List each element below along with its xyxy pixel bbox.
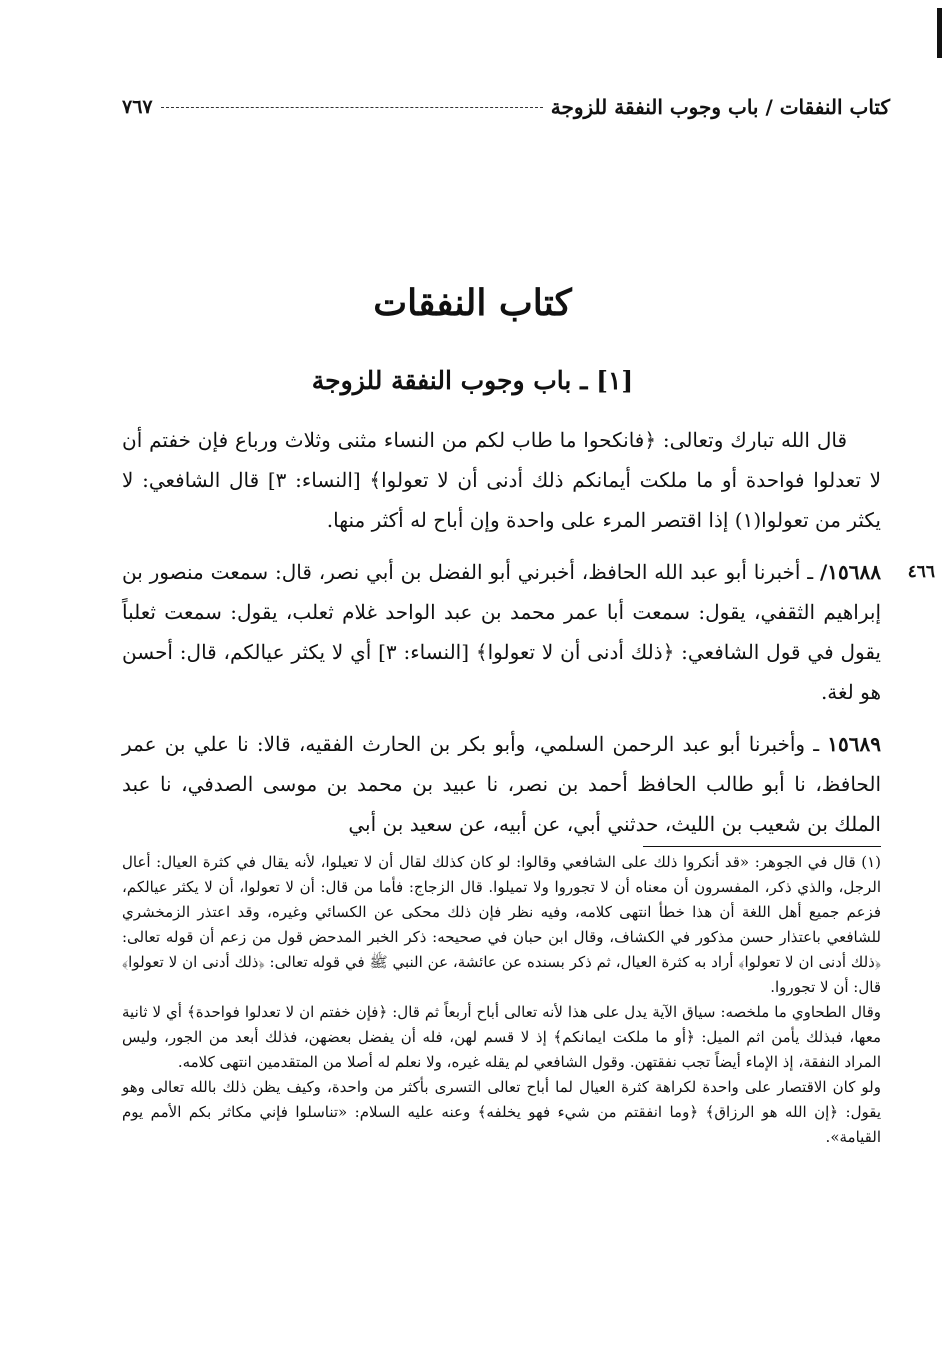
intro-paragraph: قال الله تبارك وتعالى: ﴿فانكحوا ما طاب لكم من النساء مثنى وثلاث ورباع فإن خفتم أن لا تعدلوا فواحدة أو ما ملكت أيمانكم ذلك أدنى أن لا تعولوا﴾ [النساء: ٣] قال الشافعي: لا يكثر من تعولوا(١) إذا اقتصر المرء على واحدة وإن أباح له أكثر منها.	[122, 428, 882, 532]
running-title: كتاب النفقات / باب وجوب النفقة للزوجة	[550, 95, 890, 119]
hadith-text: ـ أخبرنا أبو عبد الله الحافظ، أخبرني أبو الفضل بن أبي نصر، قال: سمعت منصور بن إبراهيم الثقفي، يقول: سمعت أبا عمر محمد بن عبد الواحد غلام ثعلب، يقول: سمعت ثعلباً يقول في قول الشافعي: ﴿ذلك أدنى أن لا تعولوا﴾ [النساء: ٣] أي لا يكثر عيالكم، قال: أحسن هو لغة.	[122, 560, 882, 704]
hadith-paragraph	[122, 552, 935, 712]
main-text	[122, 420, 935, 844]
footnote-paragraph: وقال الطحاوي ما ملخصه: سياق الآية يدل على هذا لأنه تعالى أباح أربعاً ثم قال: ﴿فإن خفتم ان لا تعدلوا فواحدة﴾ أي لا ثانية معها، فبذلك يأمن اثم الميل: ﴿أو ما ملكت ايمانكم﴾ إذ لا قسم لهن، فله أن يفضل بعضهن، فذلك أبعد من الجور، وليس المراد النفقة، إذ الإماء أيضاً تجب نفقتهن. وقول الشافعي لم يقله غيره، ولا نعلم له أصلا من المتقدمين انتهى كلامه.	[122, 1003, 881, 1071]
hadith-text: ـ وأخبرنا أبو عبد الرحمن السلمي، وأبو بكر بن الحارث الفقيه، قالا: نا علي بن عمر الحافظ، نا أبو طالب الحافظ أحمد بن نصر، نا عبيد بن محمد بن موسى الصدفي، نا عبد الملك بن شعيب بن الليث، حدثني أبي، عن أبيه، عن سعيد بن أبي	[122, 732, 881, 836]
book-title: كتاب النفقات	[373, 282, 572, 324]
hadith-number: ١٥٦٨٩	[827, 732, 881, 756]
header-dashed-rule	[161, 107, 543, 108]
hadith-paragraph	[122, 724, 881, 844]
margin-reference: ٤٦٦	[907, 562, 935, 582]
page-edge-mark	[937, 8, 942, 58]
footnote-1: (١) قال في الجوهر: «قد أنكروا ذلك على الشافعي وقالوا: لو كان كذلك لقال أن لا تعيلوا، لأنه يقال في كثرة العيال: أعال الرجل، والذي ذكر، المفسرون أن معناه أن لا تجوروا ولا تميلوا. قال الزجاج: فأما من قال: أن لا تعولوا، أن لا يكثر عيالكم، فزعم جميع أهل اللغة أن هذا خطأ انتهى كلامه، وفيه نظر فإن ذلك محكى عن الكسائي وغيره، وقد اعتذر الزمخشري للشافعي باعتذار حسن مذكور في الكشاف، وقال ابن حبان في صحيحه: ذكر الخبر المدحض قول من زعم أن قوله تعالى: ﴿ذلك أدنى ان لا تعولوا﴾ أراد به كثرة العيال، ثم ذكر بسنده عن عائشة، عن النبي ﷺ في قوله تعالى: ﴿ذلك أدنى ان لا تعولوا﴾ قال: أن لا تجوروا.	[122, 853, 881, 996]
hadith-number: ١٥٦٨٨/	[819, 560, 881, 584]
footnote-paragraph: ولو كان الاقتصار على واحدة لكراهة كثرة العيال لما أباح تعالى التسرى بأكثر من واحدة، وكيف يظن ذلك بالله تعالى وهو يقول: ﴿إن الله هو الرزاق﴾ ﴿وما انفقتم من شيء فهو يخلفه﴾ وعنه عليه السلام: «تناسلوا فإني مكاثر بكم الأمم يوم القيامة».	[122, 1078, 881, 1146]
chapter-title: [١] ـ باب وجوب النفقة للزوجة	[311, 366, 634, 395]
footnotes	[122, 850, 881, 1150]
footnote-separator	[643, 846, 881, 847]
page-number: ٧٦٧	[122, 96, 153, 118]
running-header	[122, 92, 890, 122]
